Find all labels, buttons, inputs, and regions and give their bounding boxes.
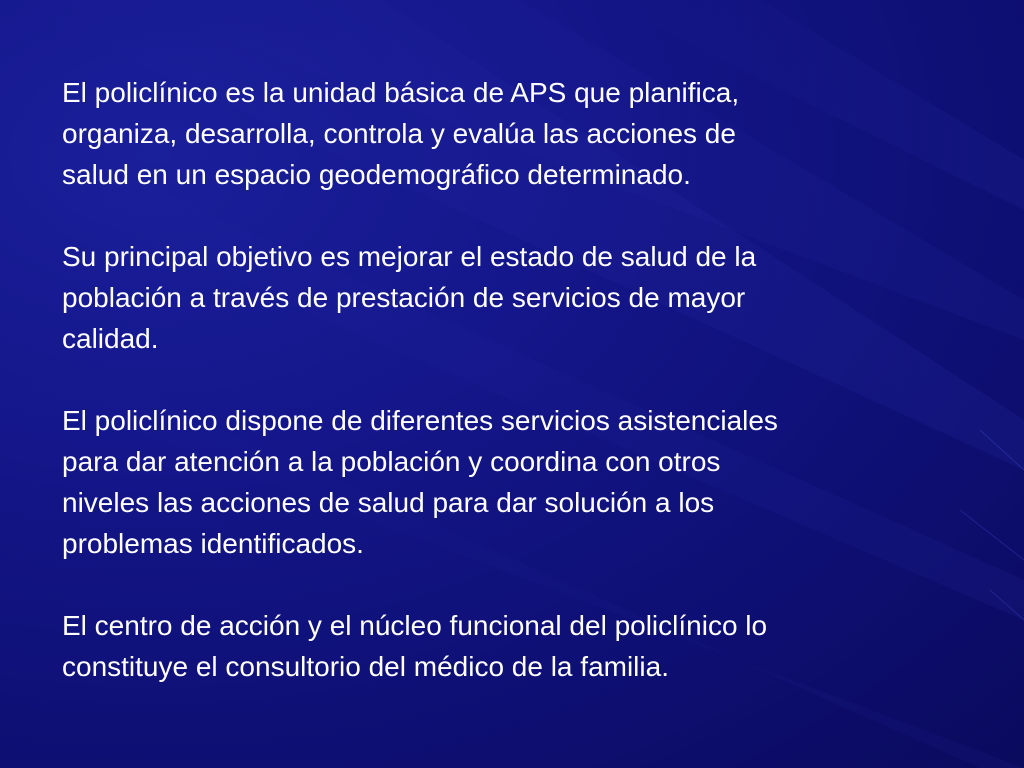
slide-body — [62, 72, 962, 687]
paragraph-2: Su principal objetivo es mejorar el estado de salud de la población a través de prestación de servicios de mayor calidad. — [62, 241, 757, 354]
paragraph-1: El policlínico es la unidad básica de APS que planifica, organiza, desarrolla, controla y evalúa las acciones de salud en un espacio geodemográfico determinado. — [62, 77, 740, 190]
paragraph-4: El centro de acción y el núcleo funcional del policlínico lo constituye el consultorio del médico de la familia. — [62, 610, 768, 682]
paragraph-3: El policlínico dispone de diferentes servicios asistenciales para dar atención a la población y coordina con otros niveles las acciones de salud para dar solución a los problemas identificados. — [62, 405, 778, 559]
